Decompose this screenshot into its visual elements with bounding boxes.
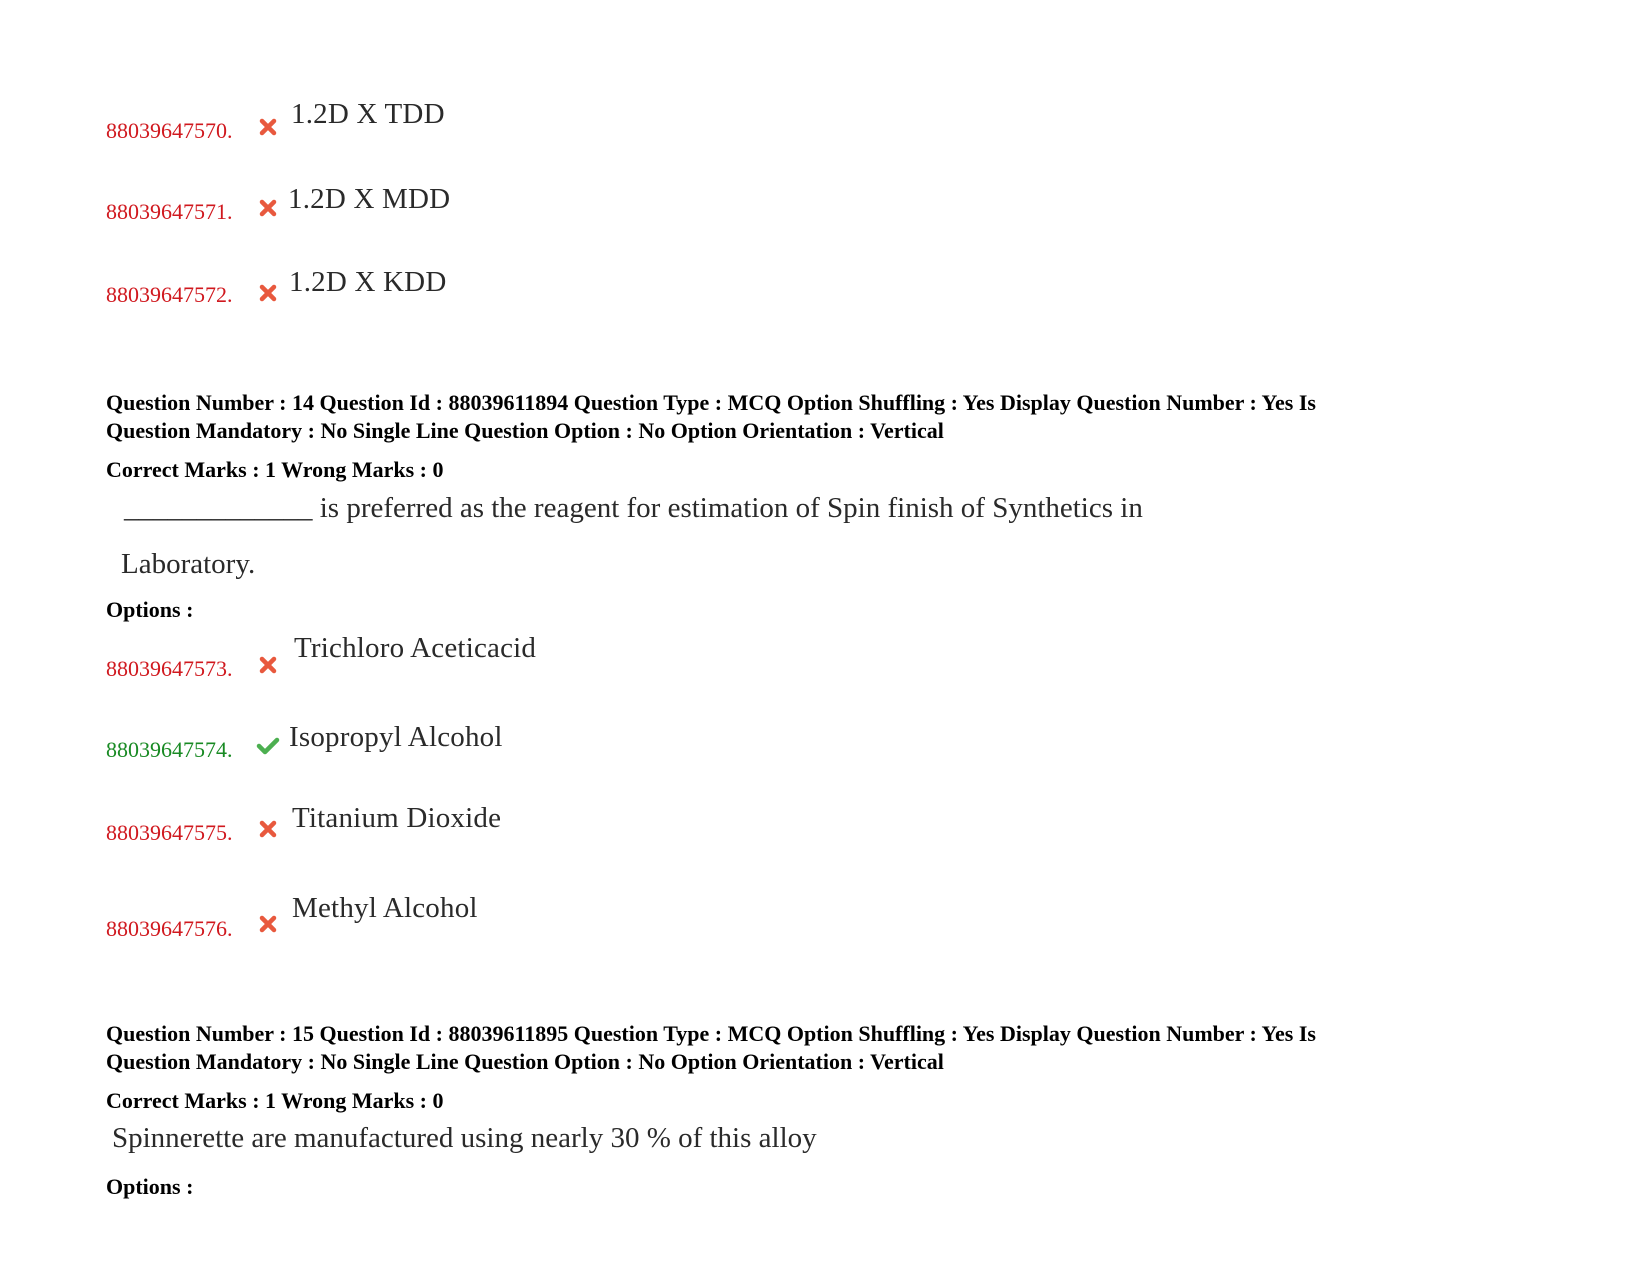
meta-line: Question Mandatory : No Single Line Question Option : No Option Orientation : Vertical — [106, 1049, 944, 1074]
option-text: 1.2D X TDD — [291, 98, 445, 130]
cross-icon — [258, 198, 278, 218]
question-15-text: Spinnerette are manufactured using nearly 30 % of this alloy — [112, 1122, 817, 1154]
cross-icon — [258, 283, 278, 303]
question-15-meta — [106, 1020, 1546, 1076]
question-14-text: _____________ is preferred as the reagent for estimation of Spin finish of Synthetics in — [124, 492, 1143, 524]
options-label: Options : — [106, 597, 194, 622]
option-text: 1.2D X KDD — [289, 266, 447, 298]
cross-icon — [258, 819, 278, 839]
option-text: Methyl Alcohol — [292, 892, 478, 924]
option-id: 88039647570. — [106, 118, 233, 143]
option-text: Isopropyl Alcohol — [289, 721, 503, 753]
meta-line: Question Number : 15 Question Id : 88039611895 Question Type : MCQ Option Shuffling : Yes Display Question Number : Yes Is — [106, 1021, 1316, 1046]
option-id: 88039647574. — [106, 737, 233, 762]
question-14-marks: Correct Marks : 1 Wrong Marks : 0 — [106, 457, 444, 482]
option-text: 1.2D X MDD — [288, 183, 451, 215]
check-icon — [256, 736, 280, 756]
option-text: Titanium Dioxide — [292, 802, 502, 834]
options-label: Options : — [106, 1174, 194, 1199]
option-id: 88039647573. — [106, 656, 233, 681]
meta-line: Question Number : 14 Question Id : 88039611894 Question Type : MCQ Option Shuffling : Yes Display Question Number : Yes Is — [106, 390, 1316, 415]
meta-line: Question Mandatory : No Single Line Question Option : No Option Orientation : Vertical — [106, 418, 944, 443]
option-text: Trichloro Aceticacid — [294, 632, 537, 664]
option-id: 88039647576. — [106, 916, 233, 941]
question-14-meta — [106, 389, 1546, 445]
cross-icon — [258, 117, 278, 137]
option-id: 88039647575. — [106, 820, 233, 845]
option-id: 88039647571. — [106, 199, 233, 224]
option-id: 88039647572. — [106, 282, 233, 307]
cross-icon — [258, 655, 278, 675]
question-15-marks: Correct Marks : 1 Wrong Marks : 0 — [106, 1088, 444, 1113]
question-14-text-cont: Laboratory. — [121, 548, 256, 580]
cross-icon — [258, 914, 278, 934]
